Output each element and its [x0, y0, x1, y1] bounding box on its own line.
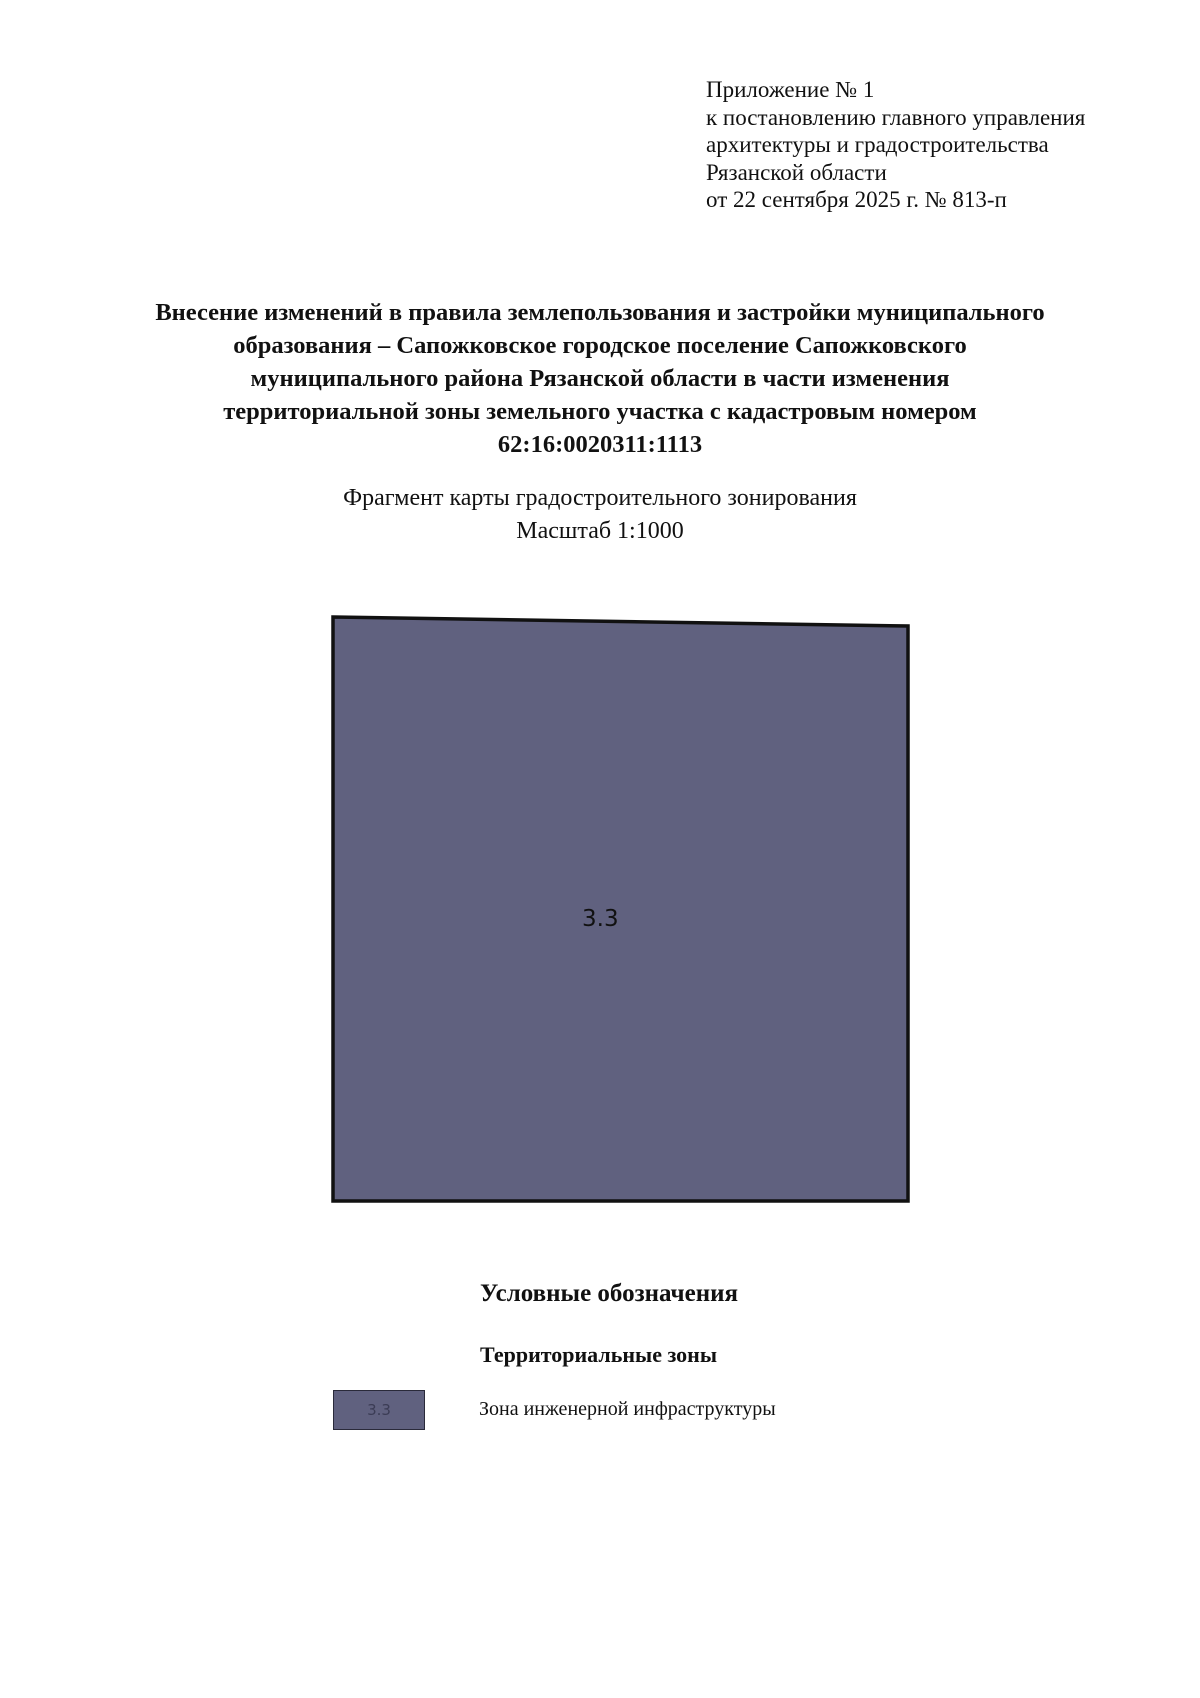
appendix-line: от 22 сентября 2025 г. № 813-п	[706, 187, 1007, 212]
legend-item-label: Зона инженерной инфраструктуры	[479, 1398, 776, 1420]
zone-code-label: 3.3	[582, 906, 619, 932]
title-line: Внесение изменений в правила землепользования и застройки муниципального	[155, 299, 1045, 326]
legend-title: Условные обозначения	[480, 1280, 739, 1307]
appendix-line: архитектуры и градостроительства	[706, 132, 1049, 157]
title-line: территориальной зоны земельного участка с кадастровым номером	[223, 398, 977, 425]
appendix-line: к постановлению главного управления	[706, 104, 1086, 130]
title-line: образования – Сапожковское городское поселение Сапожковского	[233, 332, 967, 359]
cadastral-number: 62:16:0020311:1113	[497, 431, 703, 458]
map-scale: Масштаб 1:1000	[516, 518, 684, 544]
map-subtitle	[100, 482, 1100, 548]
legend-item	[333, 1390, 933, 1434]
title-line: муниципального района Рязанской области в части изменения	[250, 365, 950, 392]
appendix-line: Приложение № 1	[706, 77, 875, 102]
legend-subtitle: Территориальные зоны	[480, 1342, 718, 1367]
map-fragment-caption: Фрагмент карты градостроительного зонирования	[343, 485, 857, 511]
document-title	[60, 296, 1140, 461]
appendix-line: Рязанской области	[706, 159, 887, 185]
appendix-block	[706, 76, 1085, 214]
legend-swatch: 3.3	[333, 1390, 425, 1430]
